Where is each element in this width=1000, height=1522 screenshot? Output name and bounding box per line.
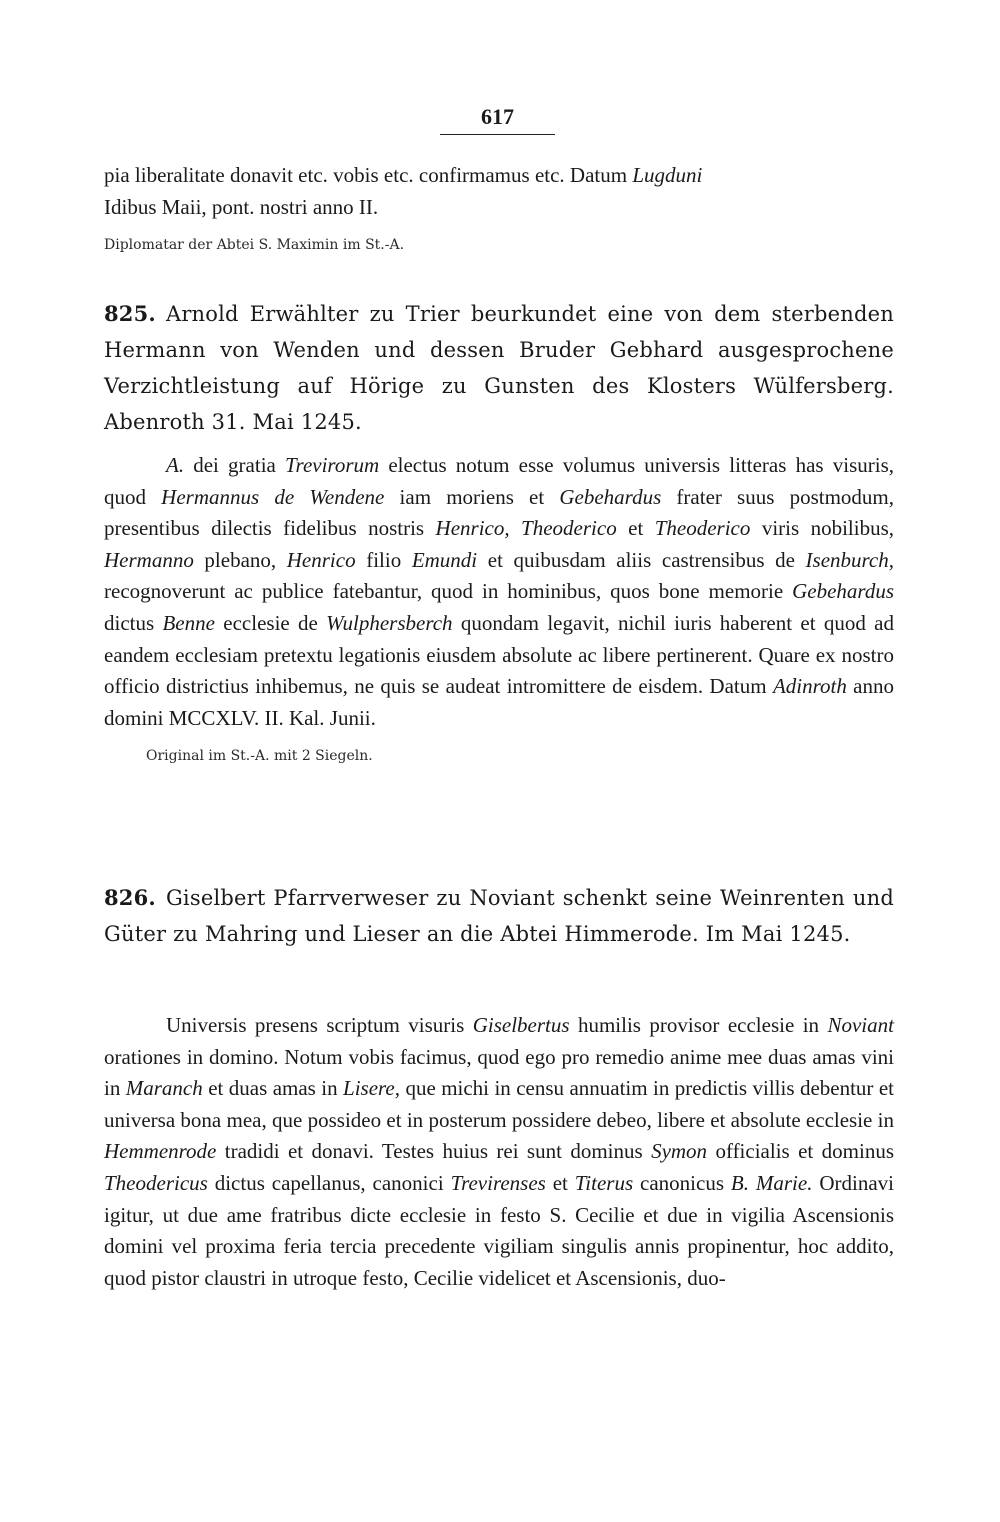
- carryover-text: [104, 160, 894, 223]
- entry-826-heading-text: Giselbert Pfarrverweser zu Noviant schenkt seine Weinrenten und Güter zu Mahring und Lieser an die Abtei Himmerode. Im Mai 1245.: [104, 886, 894, 946]
- entry-826: [104, 880, 894, 952]
- text-run: et: [545, 1170, 575, 1195]
- name-b-marie: B. Marie.: [730, 1170, 813, 1195]
- entry-826-body: [104, 1010, 894, 1294]
- page-number: 617: [440, 104, 555, 135]
- place-adinroth: Adinroth: [772, 674, 847, 699]
- name-henrico: Henrico: [286, 547, 356, 572]
- text-run: dictus: [104, 610, 163, 635]
- place-noviant: Noviant: [827, 1013, 894, 1037]
- text-run: humilis provisor ecclesie in: [569, 1013, 828, 1037]
- entry-825: [104, 296, 894, 440]
- name-giselbertus: Giselbertus: [472, 1013, 570, 1037]
- text-run: officialis et dominus: [707, 1139, 894, 1164]
- place-lisere: Lisere,: [343, 1076, 401, 1101]
- text-run: canonicus: [633, 1170, 731, 1195]
- entry-825-source-note: Original im St.-A. mit 2 Siegeln.: [146, 748, 373, 765]
- carryover-block: [104, 160, 894, 255]
- text-run: que michi in censu annuatim in predictis villis debentur et universa bona mea, que possideo et in posterum possidere debeo, libere et absolute ecclesie in: [104, 1076, 894, 1132]
- text-run: Ordinavi igitur, ut due ame fratribus dicte ecclesie in festo S. Cecilie et due in vigilia Ascensionis domini vel proxima feria tercia precedente vigiliam singulis annis propinentur, hoc addito, quod pistor claustri in utroque festo, Cecilie videlicet et Ascensionis, duo-: [104, 1170, 894, 1290]
- entry-825-heading-text: Arnold Erwählter zu Trier beurkundet eine von dem sterbenden Hermann von Wenden und dessen Bruder Gebhard ausgesprochene Verzichtleistung auf Hörige zu Gunsten des Klosters Wülfersberg. Abenroth 31. Mai 1245.: [104, 302, 894, 434]
- entry-825-number: 825.: [104, 301, 156, 326]
- name-hermanno: Hermanno: [104, 547, 194, 572]
- text-run: et: [616, 516, 655, 541]
- carryover-place: Lugduni: [632, 163, 703, 187]
- name-theodericus: Theodericus: [104, 1170, 208, 1195]
- text-run: et duas amas in: [202, 1076, 344, 1101]
- entry-825-body: [104, 450, 894, 766]
- text-run: anno domini MCCXLV. II. Kal. Junii.: [104, 674, 894, 730]
- name-theoderico: Theoderico: [654, 516, 751, 541]
- text-run: iam moriens et: [384, 484, 560, 509]
- text-run: dictus capellanus, canonici: [207, 1170, 451, 1195]
- text-run: tradidi et donavi. Testes huius rei sunt dominus: [216, 1139, 652, 1164]
- entry-826-heading: [104, 880, 894, 952]
- entry-825-initial: A.: [166, 453, 185, 477]
- text-run: ecclesie de: [214, 610, 327, 635]
- name-trevirorum: Trevirorum: [285, 453, 380, 477]
- text-run: orationes in domino. Notum vobis facimus, quod ego pro remedio anime mee duas amas vini in: [104, 1044, 894, 1101]
- entry-826-number: 826.: [104, 885, 156, 910]
- place-hemmenrode: Hemmenrode: [104, 1139, 217, 1164]
- name-emundi: Emundi: [411, 547, 478, 572]
- name-titerus: Titerus: [574, 1170, 634, 1195]
- name-henrico-theoderico: Henrico, Theoderico: [435, 516, 617, 541]
- entry-825-heading: [104, 296, 894, 440]
- text-run: filio: [355, 547, 412, 572]
- place-wulphersberch: Wulphersberch: [326, 610, 453, 635]
- text-run: recognoverunt ac publice fatebantur, quod in hominibus, quos bone memorie: [104, 579, 793, 604]
- text-run: plebano,: [193, 547, 287, 572]
- place-maranch: Maranch: [125, 1076, 203, 1101]
- text-run: electus notum esse volumus universis litteras has visuris, quod: [104, 453, 894, 509]
- place-isenburch: Isenburch,: [805, 547, 894, 572]
- entry-826-text: [104, 1010, 894, 1294]
- carryover-source-note: Diplomatar der Abtei S. Maximin im St.-A.: [104, 237, 405, 254]
- name-gebehardus: Gebehardus: [559, 484, 662, 509]
- text-run: viris nobilibus,: [750, 516, 895, 541]
- entry-825-text: [104, 450, 894, 734]
- name-benne: Benne: [162, 610, 215, 635]
- text-run: et quibusdam aliis castrensibus de: [477, 547, 806, 572]
- text-run: Universis presens scriptum visuris: [166, 1013, 473, 1037]
- name-trevirenses: Trevirenses: [450, 1170, 546, 1195]
- text-run: dei gratia: [184, 453, 286, 477]
- name-hermannus: Hermannus de Wendene: [161, 484, 385, 509]
- name-gebehardus-2: Gebehardus: [792, 579, 894, 604]
- name-symon: Symon: [651, 1139, 708, 1164]
- carryover-line-2: Idibus Maii, pont. nostri anno II.: [104, 194, 379, 219]
- carryover-line-1: pia liberalitate donavit etc. vobis etc. confirmamus etc. Datum: [104, 163, 633, 187]
- text-run: quondam legavit, nichil iuris haberent et quod ad eandem ecclesiam pretextu legationis eiusdem absolute ac libere pertinerent. Quare ex nostro officio districtius inhibemus, ne quis se audeat intromittere de eisdem. Datum: [104, 610, 894, 699]
- text-run: frater suus postmodum, presentibus dilectis fidelibus nostris: [104, 484, 894, 541]
